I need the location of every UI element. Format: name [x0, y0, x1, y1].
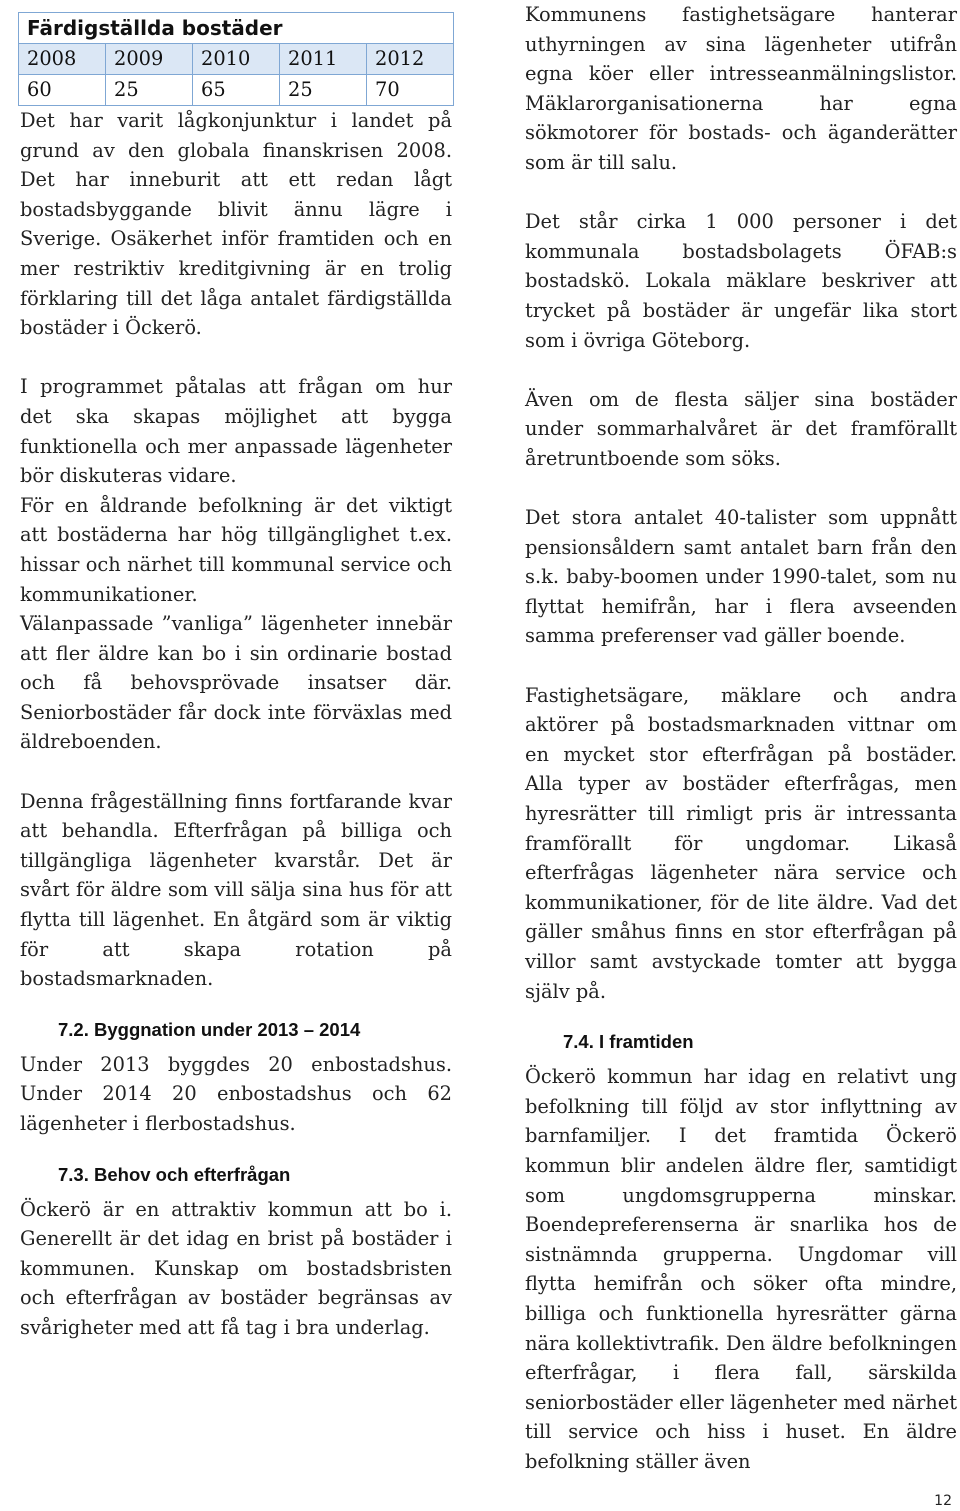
- paragraph: Välanpassade ”vanliga” lägenheter innebär att fler äldre kan bo i sin ordinarie bostad och få behovsprövade insatser där. Seniorbostäder får dock inte förväxlas med äldreboenden.: [20, 612, 452, 754]
- paragraph: Det står cirka 1 000 personer i det kommunala bostadsbolagets ÖFAB:s bostadskö. Lokala mäklare beskriver att trycket på bostäder är ungefär lika stort som i övriga Göteborg.: [525, 210, 957, 352]
- table-values-row: [19, 75, 454, 106]
- paragraph: Det stora antalet 40-talister som uppnått pensionsåldern samt antalet barn från den s.k. baby-boomen under 1990-talet, som nu flyttat hemifrån, har i flera avseenden samma preferenser vad gäller boende.: [525, 506, 957, 648]
- table-year-cell: 2012: [367, 44, 454, 75]
- table-title: Färdigställda bostäder: [19, 13, 454, 44]
- paragraph: Öckerö är en attraktiv kommun att bo i. Generellt är det idag en brist på bostäder i kommunen. Kunskap om bostadsbristen och efterfrågan av bostäder begränsas av svårigheter med att få tag i bra underlag.: [20, 1197, 452, 1339]
- section-heading-7-4: 7.4. I framtiden: [563, 1031, 694, 1053]
- paragraph: Under 2013 byggdes 20 enbostadshus. Under 2014 20 enbostadshus och 62 lägenheter i flerbostadshus.: [20, 1052, 452, 1135]
- table-value-cell: 25: [280, 75, 367, 106]
- table-value-cell: 65: [193, 75, 280, 106]
- table-year-cell: 2008: [19, 44, 106, 75]
- section-heading-7-3: 7.3. Behov och efterfrågan: [58, 1163, 291, 1185]
- completed-housing-table: [18, 12, 454, 106]
- paragraph: Kommunens fastighetsägare hanterar uthyrningen av sina lägenheter utifrån egna köer eller intresseanmälningslistor. Mäklarorganisationerna har egna sökmotorer för bostads- och äganderätter som är till salu.: [525, 3, 957, 174]
- left-column: [20, 0, 452, 1343]
- table-year-cell: 2009: [106, 44, 193, 75]
- paragraph: Det har varit lågkonjunktur i landet på grund av den globala finanskrisen 2008. Det har inneburit att ett redan lågt bostadsbyggande blivit ännu lägre i Sverige. Osäkerhet inför framtiden och en mer restriktiv kreditgivning är en trolig förklaring till det låga antalet färdigställda bostäder i Öckerö.: [20, 109, 452, 340]
- paragraph: Denna frågeställning finns fortfarande kvar att behandla. Efterfrågan på billiga och tillgängliga lägenheter kvarstår. Det är svårt för äldre som vill sälja sina hus för att flytta till lägenhet. En åtgärd som är viktig för att skapa rotation på bostadsmarknaden.: [20, 789, 452, 991]
- table-years-row: [19, 44, 454, 75]
- paragraph: Även om de flesta säljer sina bostäder under sommarhalvåret är det framförallt åretruntboende som söks.: [525, 387, 957, 470]
- section-heading-7-2: 7.2. Byggnation under 2013 – 2014: [58, 1018, 361, 1040]
- table-value-cell: 25: [106, 75, 193, 106]
- table-value-cell: 70: [367, 75, 454, 106]
- paragraph: För en åldrande befolkning är det viktigt att bostäderna har hög tillgänglighet t.ex. hissar och närhet till kommunal service och kommunikationer.: [20, 493, 452, 606]
- table-year-cell: 2010: [193, 44, 280, 75]
- page-number: 12: [934, 1493, 952, 1509]
- paragraph: Fastighetsägare, mäklare och andra aktörer på bostadsmarknaden vittnar om en mycket stor efterfrågan på bostäder. Alla typer av bostäder efterfrågas, men hyresrätter till rimligt pris är intressanta framförallt för ungdomar. Likaså efterfrågas lägenheter nära service och kommunikationer, för de lite äldre. Vad det gäller småhus finns en stor efterfrågan på villor samt avstyckade tomter att bygga själv på.: [525, 683, 957, 1003]
- right-column: [525, 0, 957, 1477]
- table-year-cell: 2011: [280, 44, 367, 75]
- table-value-cell: 60: [19, 75, 106, 106]
- paragraph: I programmet påtalas att frågan om hur det ska skapas möjlighet att bygga funktionella och mer anpassade lägenheter bör diskuteras vidare.: [20, 375, 452, 488]
- paragraph: Öckerö kommun har idag en relativt ung befolkning till följd av stor inflyttning av barnfamiljer. I det framtida Öckerö kommun blir andelen äldre fler, samtidigt som ungdomsgrupperna minskar. Boendepreferenserna är snarlika hos de sistnämnda grupperna. Ungdomar vill flytta hemifrån och söker ofta mindre, billiga och funktionella hyresrätter gärna nära kollektivtrafik. Den äldre befolkningen efterfrågar, i flera fall, särskilda seniorbostäder eller lägenheter med närhet till service och hiss i huset. En äldre befolkning ställer även: [525, 1065, 957, 1473]
